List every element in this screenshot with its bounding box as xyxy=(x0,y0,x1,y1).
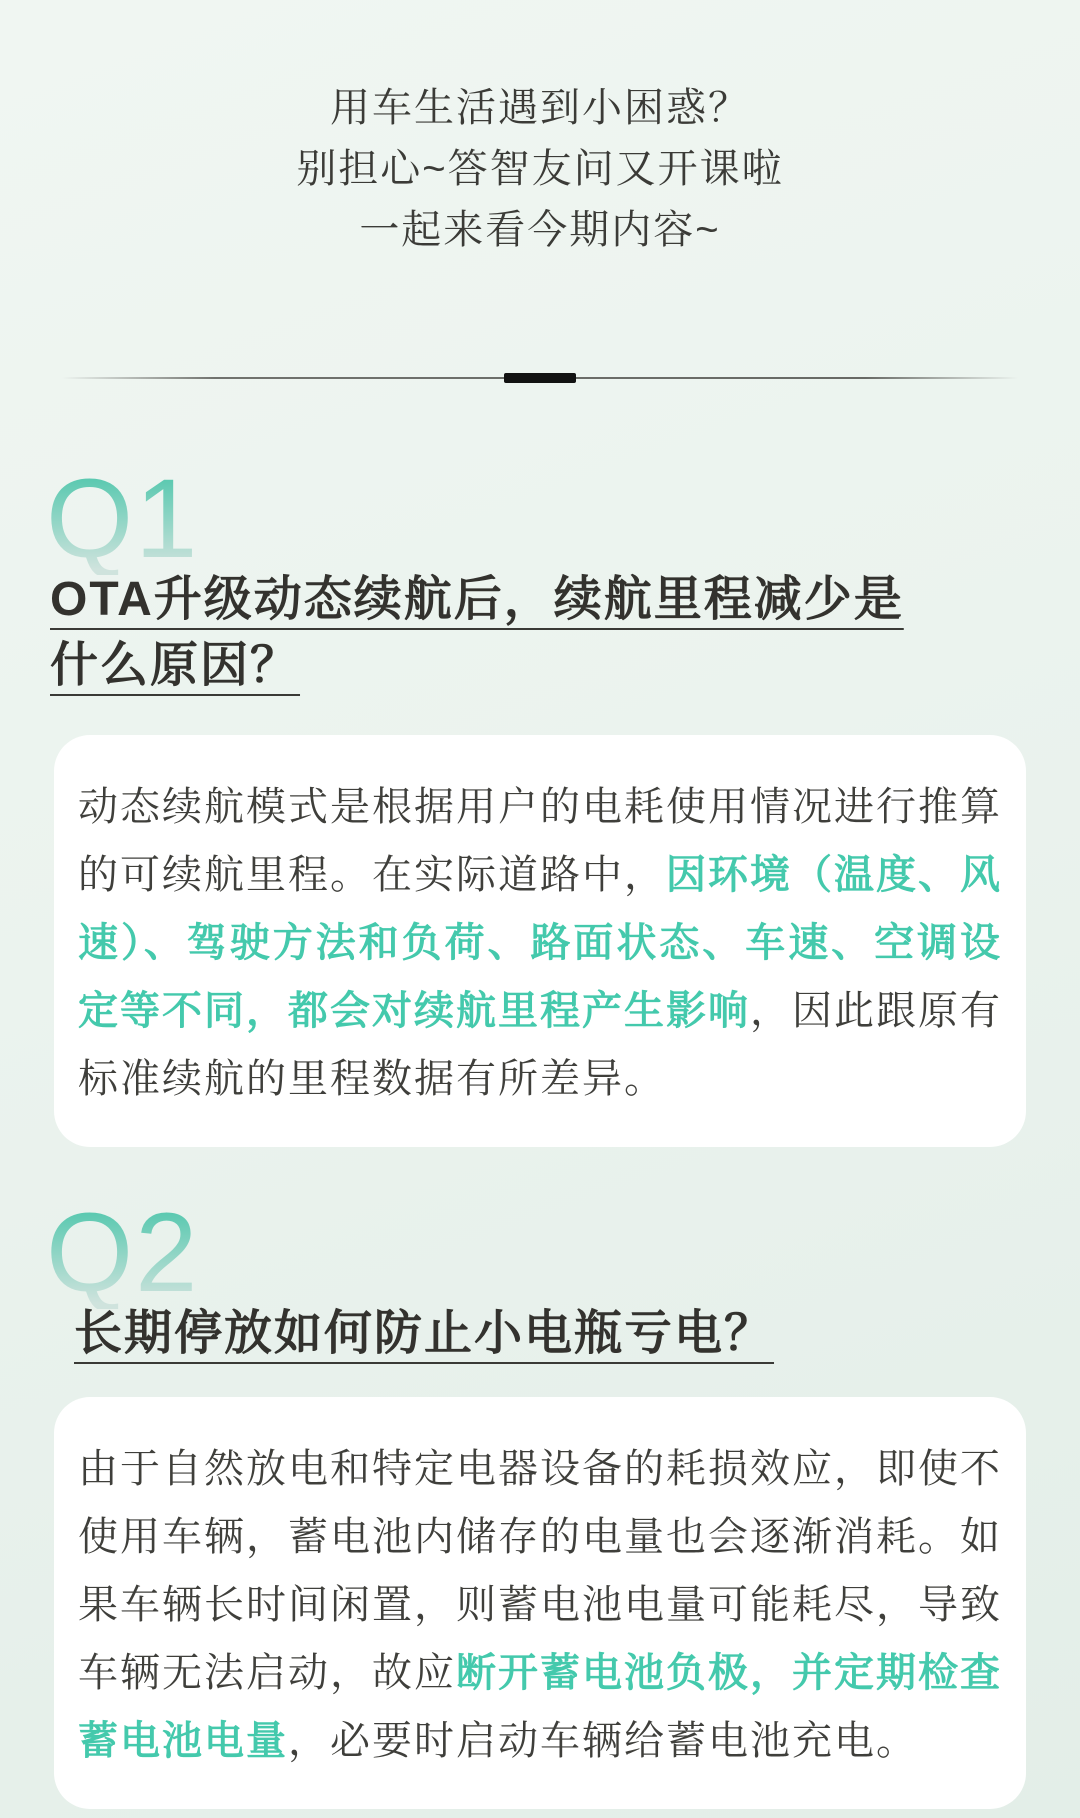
q1-title: OTA升级动态续航后，续航里程减少是什么原因？ xyxy=(50,573,904,692)
q1-answer-card xyxy=(54,735,1026,1147)
plain-text: ，必要时启动车辆给蓄电池充电。 xyxy=(288,1719,918,1763)
q2-answer-text xyxy=(78,1435,1002,1775)
highlighted-text: 因环境（温度、风速）、驾驶方法和负荷、路面状态、车速、空调设定等不同，都会对续航里程产生影响 xyxy=(78,853,1002,1033)
plain-text: 动态续航模式是根据用户的电耗使用情况进行推算的可续航里程。在实际道路中， xyxy=(78,785,1002,897)
question-section-1 xyxy=(0,383,1080,1147)
intro-text-block xyxy=(0,0,1080,261)
q1-badge: Q1 xyxy=(46,456,200,581)
question-section-2 xyxy=(0,1147,1080,1809)
q1-answer-text xyxy=(78,773,1002,1113)
plain-text: ，因此跟原有标准续航的里程数据有所差异。 xyxy=(78,989,1002,1101)
intro-line-3: 一起来看今期内容~ xyxy=(359,208,721,252)
section-divider xyxy=(62,373,1018,383)
divider-center-mark xyxy=(504,373,576,383)
q2-answer-card xyxy=(54,1397,1026,1809)
q2-title: 长期停放如何防止小电瓶亏电？ xyxy=(74,1307,775,1360)
intro-line-1: 用车生活遇到小困惑？ xyxy=(330,86,750,130)
q2-badge: Q2 xyxy=(46,1190,200,1315)
intro-line-2: 别担心~答智友问又开课啦 xyxy=(296,147,784,191)
plain-text: 由于自然放电和特定电器设备的耗损效应，即使不使用车辆，蓄电池内储存的电量也会逐渐消耗。如果车辆长时间闲置，则蓄电池电量可能耗尽，导致车辆无法启动，故应 xyxy=(78,1447,1002,1695)
highlighted-text: 断开蓄电池负极，并定期检查蓄电池电量 xyxy=(78,1651,1002,1763)
